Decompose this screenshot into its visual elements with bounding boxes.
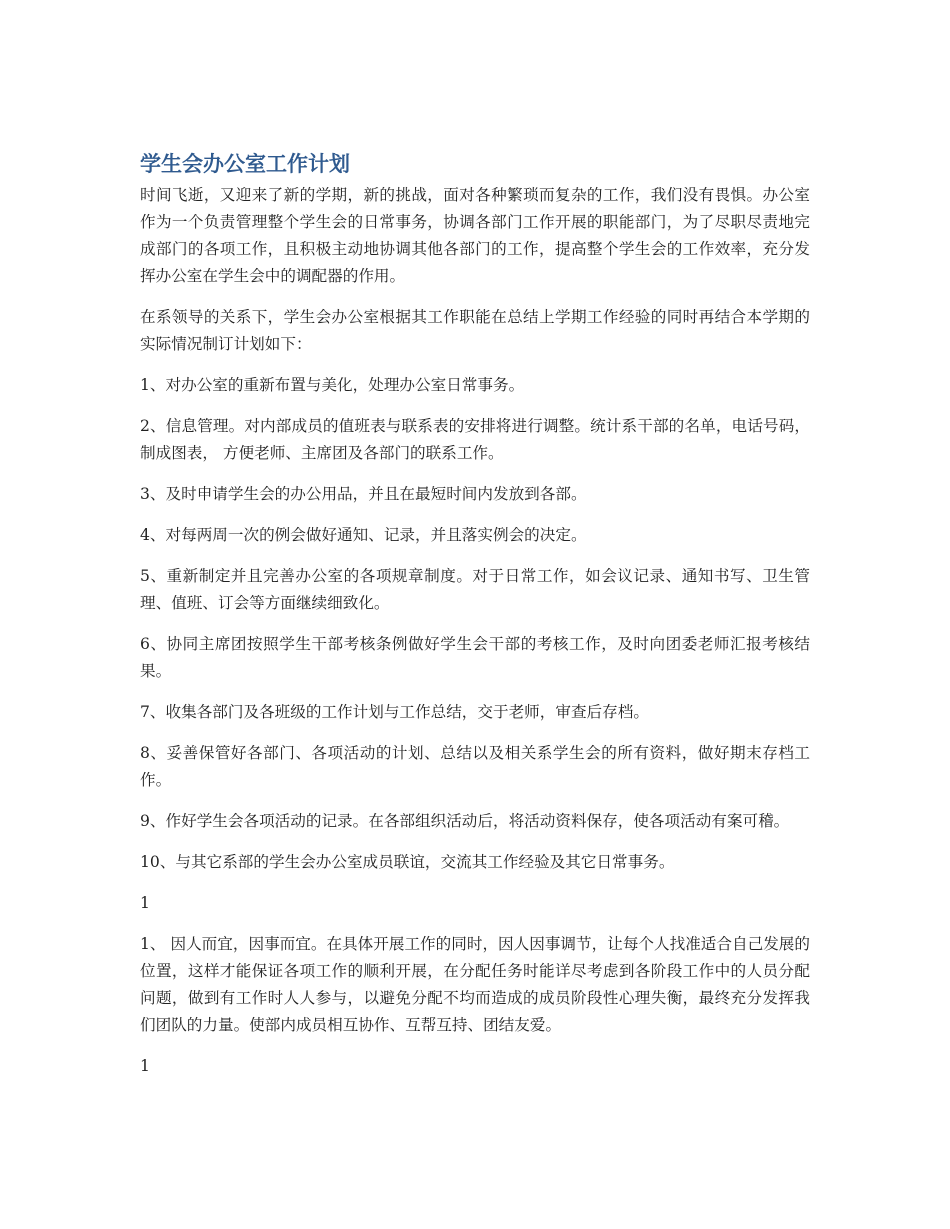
plan-item-6: 6、协同主席团按照学生干部考核条例做好学生会干部的考核工作，及时向团委老师汇报考核结果。 — [140, 635, 810, 680]
plan-item-2: 2、信息管理。对内部成员的值班表与联系表的安排将进行调整。统计系干部的名单，电话号码，制成图表， 方便老师、主席团及各部门的联系工作。 — [140, 417, 810, 462]
plan-item-5: 5、重新制定并且完善办公室的各项规章制度。对于日常工作，如会议记录、通知书写、卫生管理、值班、订会等方面继续细致化。 — [140, 567, 810, 612]
plan-item-7: 7、收集各部门及各班级的工作计划与工作总结，交于老师，审查后存档。 — [140, 703, 649, 721]
section-number-1: 1 — [140, 894, 150, 912]
plan-item-9: 9、作好学生会各项活动的记录。在各部组织活动后，将活动资料保存，使各项活动有案可稽。 — [140, 812, 790, 830]
paragraph-context: 在系领导的关系下，学生会办公室根据其工作职能在总结上学期工作经验的同时再结合本学期的实际情况制订计划如下： — [140, 308, 810, 353]
section-number-2: 1 — [140, 1057, 150, 1075]
plan-item-3: 3、及时申请学生会的办公用品，并且在最短时间内发放到各部。 — [140, 485, 587, 503]
plan-item-10: 10、与其它系部的学生会办公室成员联谊，交流其工作经验及其它日常事务。 — [140, 853, 675, 871]
principle-paragraph: 1、 因人而宜，因事而宜。在具体开展工作的同时，因人因事调节，让每个人找准适合自己发展的位置，这样才能保证各项工作的顺利开展，在分配任务时能详尽考虑到各阶段工作中的人员分配问题，做到有工作时人人参与，以避免分配不均而造成的成员阶段性心理失衡，最终充分发挥我们团队的力量。使部内成员相互协作、互帮互持、团结友爱。 — [140, 935, 810, 1034]
plan-item-8: 8、妥善保管好各部门、各项活动的计划、总结以及相关系学生会的所有资料，做好期末存档工作。 — [140, 744, 810, 789]
document-title: 学生会办公室工作计划 — [140, 152, 350, 176]
document-page — [140, 150, 810, 1094]
plan-item-4: 4、对每两周一次的例会做好通知、记录，并且落实例会的决定。 — [140, 526, 587, 544]
plan-item-1: 1、对办公室的重新布置与美化，处理办公室日常事务。 — [140, 376, 525, 394]
paragraph-intro: 时间飞逝，又迎来了新的学期，新的挑战，面对各种繁琐而复杂的工作，我们没有畏惧。办公室作为一个负责管理整个学生会的日常事务，协调各部门工作开展的职能部门，为了尽职尽责地完成部门的各项工作，且积极主动地协调其他各部门的工作，提高整个学生会的工作效率，充分发挥办公室在学生会中的调配器的作用。 — [140, 186, 810, 285]
